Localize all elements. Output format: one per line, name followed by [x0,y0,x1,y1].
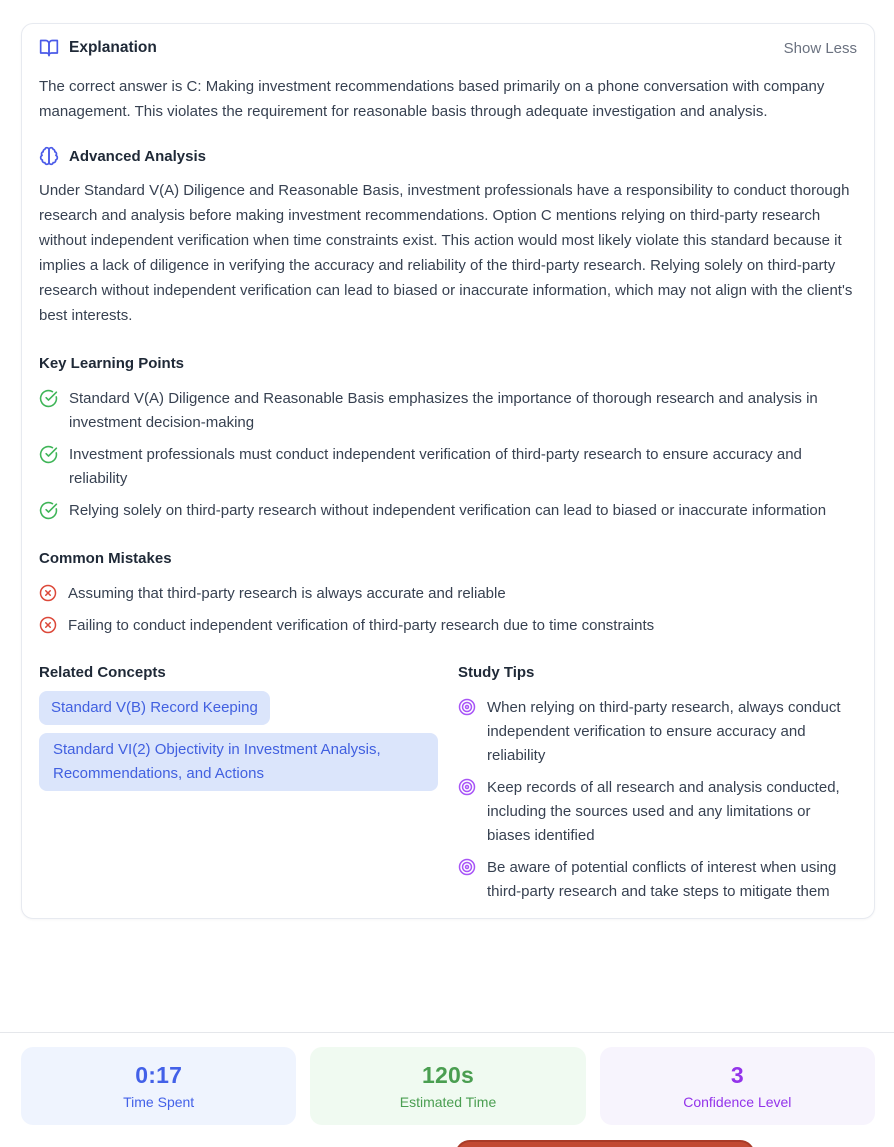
related-concept-chip[interactable]: Standard V(B) Record Keeping [39,691,270,725]
brain-icon [39,146,59,166]
advanced-analysis-header [39,146,857,166]
card-header [39,38,857,58]
time-spent-stat [21,1047,296,1125]
study-tips-column [458,664,857,904]
learning-point-item [39,443,857,491]
bottom-action-button[interactable] [455,1140,755,1147]
time-spent-label: Time Spent [123,1094,195,1110]
learning-point-item [39,499,857,523]
study-tip-item [458,696,857,768]
check-circle-icon [39,389,58,435]
check-circle-icon [39,501,58,523]
mistake-item [39,582,857,606]
mistake-item [39,614,857,638]
correct-answer-text: The correct answer is C: Making investment recommendations based primarily on a phone conversation with company management. This violates the requirement for reasonable basis through adequate investigation and analysis. [39,78,825,120]
related-concepts-title: Related Concepts [39,664,166,681]
explanation-card [21,23,875,919]
study-tips-list [458,696,857,904]
key-learning-points-title: Key Learning Points [39,355,185,372]
check-circle-icon [39,445,58,491]
target-icon [458,858,476,904]
related-concept-chip[interactable]: Standard VI(2) Objectivity in Investment Analysis, Recommendations, and Actions [39,733,438,791]
learning-point-text: Relying solely on third-party research without independent verification can lead to biased or inaccurate information [69,502,827,519]
estimated-time-label: Estimated Time [399,1094,497,1110]
target-icon [458,698,476,768]
study-tip-text: Be aware of potential conflicts of interest when using third-party research and take steps to mitigate them [487,859,837,900]
section-divider [0,1032,894,1033]
study-tip-text: When relying on third-party research, always conduct independent verification to ensure accuracy and reliability [487,699,841,764]
confidence-level-stat [600,1047,875,1125]
x-circle-icon [39,584,57,606]
learning-point-item [39,387,857,435]
key-learning-points-list [39,387,857,523]
stats-row [21,1047,875,1125]
study-tips-title: Study Tips [458,664,535,681]
concepts-tips-grid [39,664,857,904]
related-concepts-column [39,664,438,904]
show-less-button[interactable]: Show Less [783,39,857,57]
study-tip-text: Keep records of all research and analysis conducted, including the sources used and any limitations or biases identified [487,779,840,844]
mistake-text: Assuming that third-party research is always accurate and reliable [68,585,506,602]
advanced-analysis-text: Under Standard V(A) Diligence and Reasonable Basis, investment professionals have a responsibility to conduct thorough research and analysis before making investment recommendations. Option C mentions relying on third-party research without independent verification when time constraints exist. This action would most likely violate this standard because it implies a lack of diligence in verifying the accuracy and reliability of the third-party research. Relying solely on third-party research without independent verification can lead to biased or inaccurate information, which may not align with the client's best interests. [39,182,853,324]
study-tip-item [458,776,857,848]
common-mistakes-title: Common Mistakes [39,550,172,567]
estimated-time-stat [310,1047,585,1125]
study-tip-item [458,856,857,904]
confidence-level-value: 3 [730,1062,744,1088]
estimated-time-value: 120s [422,1062,474,1088]
time-spent-value: 0:17 [135,1062,183,1088]
advanced-analysis-title: Advanced Analysis [69,147,206,165]
common-mistakes-list [39,582,857,638]
target-icon [458,778,476,848]
learning-point-text: Investment professionals must conduct independent verification of third-party research to ensure accuracy and reliability [69,446,802,487]
confidence-level-label: Confidence Level [683,1094,792,1110]
book-open-icon [39,38,59,58]
card-title: Explanation [69,39,157,56]
mistake-text: Failing to conduct independent verification of third-party research due to time constraints [68,617,655,634]
x-circle-icon [39,616,57,638]
learning-point-text: Standard V(A) Diligence and Reasonable Basis emphasizes the importance of thorough research and analysis in investment decision-making [69,390,818,431]
